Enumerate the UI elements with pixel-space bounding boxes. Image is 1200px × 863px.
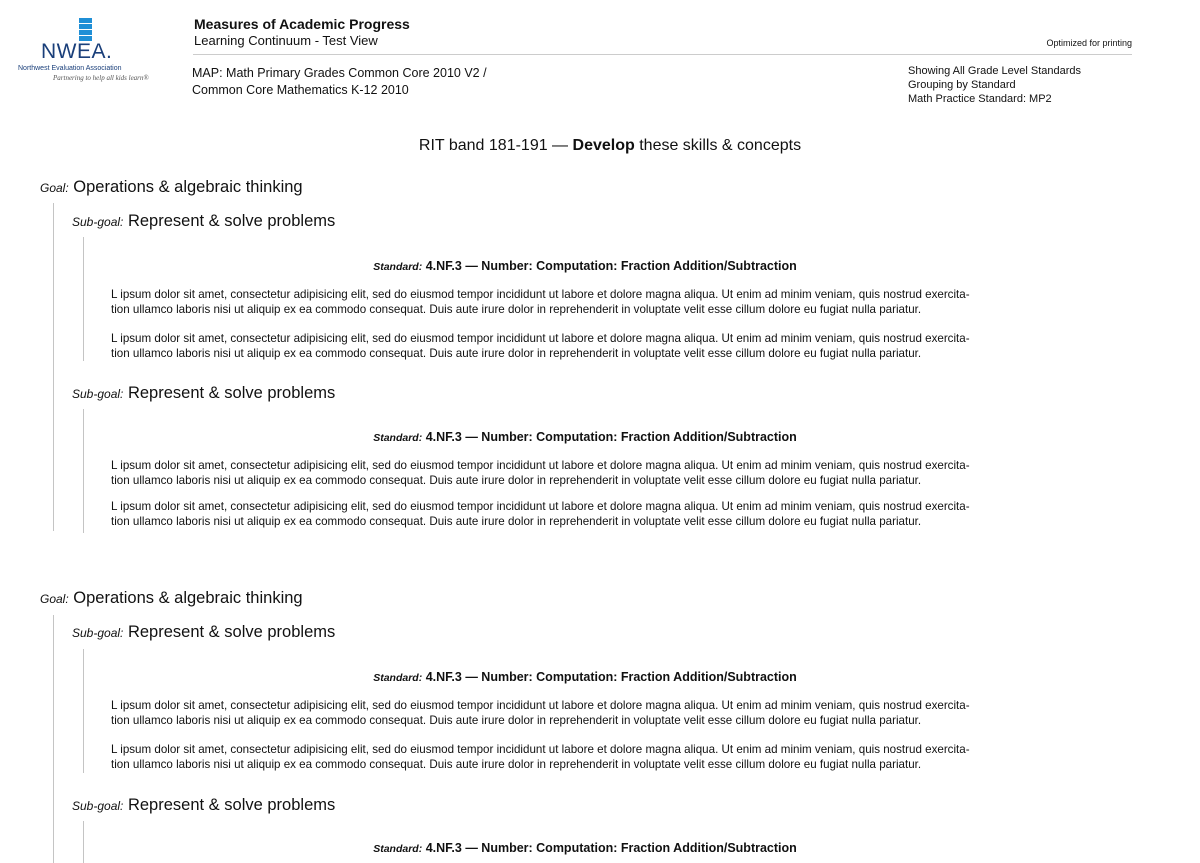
goal-heading bbox=[40, 588, 303, 609]
goal-indent-line bbox=[53, 203, 54, 531]
standard-description bbox=[111, 698, 1126, 728]
option-grouping: Grouping by Standard bbox=[908, 79, 1016, 91]
subgoal-heading bbox=[72, 795, 335, 816]
subgoal-label: Sub-goal: bbox=[72, 799, 124, 813]
description-line: tion ullamco laboris nisi ut aliquip ex ea commodo consequat. Duis aute irure dolor in reprehenderit in voluptate velit esse cillum dolore eu fugiat nulla pariatur. bbox=[111, 714, 922, 727]
option-practice-standard: Math Practice Standard: MP2 bbox=[908, 93, 1052, 105]
option-grade-level: Showing All Grade Level Standards bbox=[908, 65, 1082, 77]
description-line: L ipsum dolor sit amet, consectetur adipisicing elit, sed do eiusmod tempor incididunt ut labore et dolore magna aliqua. Ut enim ad minim veniam, quis nostrud exercita- bbox=[111, 288, 970, 301]
logo-tagline: Partnering to help all kids learn® bbox=[53, 74, 149, 82]
description-line: L ipsum dolor sit amet, consectetur adipisicing elit, sed do eiusmod tempor incididunt ut labore et dolore magna aliqua. Ut enim ad minim veniam, quis nostrud exercita- bbox=[111, 459, 970, 472]
rit-band-emphasis: Develop bbox=[572, 137, 635, 154]
standard-heading bbox=[0, 258, 1170, 275]
goal-title: Operations & algebraic thinking bbox=[73, 178, 303, 196]
nwea-logo bbox=[16, 16, 156, 86]
standard-heading bbox=[0, 429, 1170, 446]
goal-label: Goal: bbox=[40, 592, 69, 606]
standard-label: Standard: bbox=[373, 261, 423, 273]
subgoal-title: Represent & solve problems bbox=[127, 384, 336, 402]
standard-description bbox=[111, 742, 1126, 772]
subgoal-heading bbox=[72, 211, 335, 232]
test-name bbox=[192, 65, 487, 99]
test-name-line: Common Core Mathematics K-12 2010 bbox=[192, 83, 409, 97]
report-options bbox=[908, 64, 1081, 106]
goal-title: Operations & algebraic thinking bbox=[73, 589, 303, 607]
goal-indent-line bbox=[53, 615, 54, 863]
standard-label: Standard: bbox=[373, 843, 423, 855]
standard-label: Standard: bbox=[373, 672, 423, 684]
description-line: L ipsum dolor sit amet, consectetur adipisicing elit, sed do eiusmod tempor incididunt ut labore et dolore magna aliqua. Ut enim ad minim veniam, quis nostrud exercita- bbox=[111, 500, 970, 513]
rit-band-suffix: these skills & concepts bbox=[639, 137, 802, 154]
report-title: Measures of Academic Progress bbox=[194, 16, 410, 32]
description-line: L ipsum dolor sit amet, consectetur adipisicing elit, sed do eiusmod tempor incididunt ut labore et dolore magna aliqua. Ut enim ad minim veniam, quis nostrud exercita- bbox=[111, 699, 970, 712]
test-name-line: MAP: Math Primary Grades Common Core 2010 V2 / bbox=[192, 66, 487, 80]
subgoal-indent-line bbox=[83, 237, 84, 361]
standard-description bbox=[111, 331, 1126, 361]
standard-label: Standard: bbox=[373, 432, 423, 444]
standard-title: 4.NF.3 — Number: Computation: Fraction Addition/Subtraction bbox=[425, 259, 797, 273]
description-line: L ipsum dolor sit amet, consectetur adipisicing elit, sed do eiusmod tempor incididunt ut labore et dolore magna aliqua. Ut enim ad minim veniam, quis nostrud exercita- bbox=[111, 743, 970, 756]
subgoal-indent-line bbox=[83, 409, 84, 533]
subgoal-label: Sub-goal: bbox=[72, 215, 124, 229]
subgoal-heading bbox=[72, 622, 335, 643]
logo-wordmark: NWEA. bbox=[41, 40, 113, 63]
description-line: tion ullamco laboris nisi ut aliquip ex ea commodo consequat. Duis aute irure dolor in reprehenderit in voluptate velit esse cillum dolore eu fugiat nulla pariatur. bbox=[111, 347, 922, 360]
subgoal-title: Represent & solve problems bbox=[127, 212, 336, 230]
description-line: tion ullamco laboris nisi ut aliquip ex ea commodo consequat. Duis aute irure dolor in reprehenderit in voluptate velit esse cillum dolore eu fugiat nulla pariatur. bbox=[111, 474, 922, 487]
goal-label: Goal: bbox=[40, 181, 69, 195]
subgoal-label: Sub-goal: bbox=[72, 626, 124, 640]
standard-title: 4.NF.3 — Number: Computation: Fraction Addition/Subtraction bbox=[425, 841, 797, 855]
standard-description bbox=[111, 499, 1126, 529]
report-subtitle: Learning Continuum - Test View bbox=[194, 33, 378, 48]
description-line: tion ullamco laboris nisi ut aliquip ex ea commodo consequat. Duis aute irure dolor in reprehenderit in voluptate velit esse cillum dolore eu fugiat nulla pariatur. bbox=[111, 303, 922, 316]
standard-heading bbox=[0, 669, 1170, 686]
subgoal-title: Represent & solve problems bbox=[127, 796, 336, 814]
subgoal-indent-line bbox=[83, 649, 84, 773]
goal-heading bbox=[40, 177, 303, 198]
subgoal-label: Sub-goal: bbox=[72, 387, 124, 401]
nwea-logo-mark-icon bbox=[79, 18, 92, 40]
rit-band-heading bbox=[0, 136, 1200, 156]
print-optimized-label: Optimized for printing bbox=[1046, 38, 1132, 48]
subgoal-title: Represent & solve problems bbox=[127, 623, 336, 641]
standard-description bbox=[111, 458, 1126, 488]
standard-title: 4.NF.3 — Number: Computation: Fraction Addition/Subtraction bbox=[425, 670, 797, 684]
description-line: tion ullamco laboris nisi ut aliquip ex ea commodo consequat. Duis aute irure dolor in reprehenderit in voluptate velit esse cillum dolore eu fugiat nulla pariatur. bbox=[111, 515, 922, 528]
rit-band-range: RIT band 181-191 — bbox=[418, 137, 569, 154]
standard-heading bbox=[0, 840, 1170, 857]
logo-subtitle: Northwest Evaluation Association bbox=[18, 65, 122, 72]
description-line: L ipsum dolor sit amet, consectetur adipisicing elit, sed do eiusmod tempor incididunt ut labore et dolore magna aliqua. Ut enim ad minim veniam, quis nostrud exercita- bbox=[111, 332, 970, 345]
header-divider bbox=[193, 54, 1132, 55]
standard-description bbox=[111, 287, 1126, 317]
description-line: tion ullamco laboris nisi ut aliquip ex ea commodo consequat. Duis aute irure dolor in reprehenderit in voluptate velit esse cillum dolore eu fugiat nulla pariatur. bbox=[111, 758, 922, 771]
subgoal-heading bbox=[72, 383, 335, 404]
standard-title: 4.NF.3 — Number: Computation: Fraction Addition/Subtraction bbox=[425, 430, 797, 444]
